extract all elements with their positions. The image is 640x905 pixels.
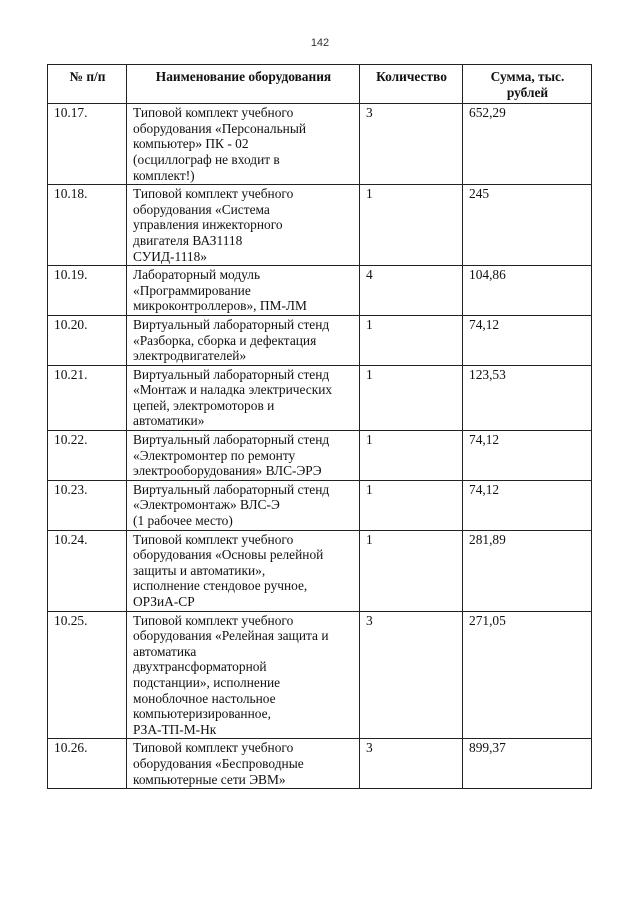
row-num: 10.19. [48, 266, 127, 316]
row-qty: 1 [360, 185, 463, 266]
table-row [48, 266, 592, 316]
header-qty: Количество [360, 65, 463, 104]
row-qty: 3 [360, 739, 463, 789]
table-row [48, 185, 592, 266]
row-sum: 104,86 [463, 266, 592, 316]
row-sum: 271,05 [463, 611, 592, 739]
table-row [48, 480, 592, 530]
table-row [48, 365, 592, 430]
table-row [48, 530, 592, 611]
table-row [48, 611, 592, 739]
row-sum: 245 [463, 185, 592, 266]
row-qty: 1 [360, 315, 463, 365]
row-name: Лабораторный модуль «Программирование микроконтроллеров», ПМ-ЛМ [127, 266, 360, 316]
row-num: 10.25. [48, 611, 127, 739]
row-num: 10.21. [48, 365, 127, 430]
table-row [48, 315, 592, 365]
row-name: Типовой комплект учебного оборудования «Основы релейной защиты и автоматики», исполнение стендовое ручное, ОРЗиА-СР [127, 530, 360, 611]
row-qty: 3 [360, 611, 463, 739]
header-sum: Сумма, тыс. рублей [463, 65, 592, 104]
row-qty: 1 [360, 530, 463, 611]
row-name: Виртуальный лабораторный стенд «Разборка, сборка и дефектация электродвигателей» [127, 315, 360, 365]
table-header-row [48, 65, 592, 104]
row-num: 10.17. [48, 104, 127, 185]
row-num: 10.20. [48, 315, 127, 365]
row-name: Типовой комплект учебного оборудования «Система управления инжекторного двигателя ВАЗ1118 СУИД-1118» [127, 185, 360, 266]
row-qty: 1 [360, 431, 463, 481]
row-num: 10.18. [48, 185, 127, 266]
header-name: Наименование оборудования [127, 65, 360, 104]
row-num: 10.22. [48, 431, 127, 481]
row-name: Типовой комплект учебного оборудования «Персональный компьютер» ПК - 02 (осциллограф не входит в комплект!) [127, 104, 360, 185]
row-num: 10.23. [48, 480, 127, 530]
header-num: № п/п [48, 65, 127, 104]
table-row [48, 431, 592, 481]
row-num: 10.24. [48, 530, 127, 611]
row-sum: 123,53 [463, 365, 592, 430]
row-sum: 74,12 [463, 480, 592, 530]
page-number: 142 [310, 37, 330, 49]
row-qty: 4 [360, 266, 463, 316]
row-num: 10.26. [48, 739, 127, 789]
table-row [48, 104, 592, 185]
row-name: Типовой комплект учебного оборудования «Беспроводные компьютерные сети ЭВМ» [127, 739, 360, 789]
row-name: Виртуальный лабораторный стенд «Электромонтер по ремонту электрооборудования» ВЛС-ЭРЭ [127, 431, 360, 481]
row-name: Виртуальный лабораторный стенд «Монтаж и наладка электрических цепей, электромоторов и автоматики» [127, 365, 360, 430]
row-name: Типовой комплект учебного оборудования «Релейная защита и автоматика двухтрансформаторной подстанции», исполнение моноблочное настольное компьютеризированное, РЗА-ТП-М-Нк [127, 611, 360, 739]
table-row [48, 739, 592, 789]
row-name: Виртуальный лабораторный стенд «Электромонтаж» ВЛС-Э (1 рабочее место) [127, 480, 360, 530]
row-sum: 899,37 [463, 739, 592, 789]
row-qty: 3 [360, 104, 463, 185]
row-qty: 1 [360, 365, 463, 430]
equipment-table [47, 64, 592, 789]
row-sum: 74,12 [463, 315, 592, 365]
row-sum: 652,29 [463, 104, 592, 185]
row-sum: 281,89 [463, 530, 592, 611]
row-sum: 74,12 [463, 431, 592, 481]
row-qty: 1 [360, 480, 463, 530]
